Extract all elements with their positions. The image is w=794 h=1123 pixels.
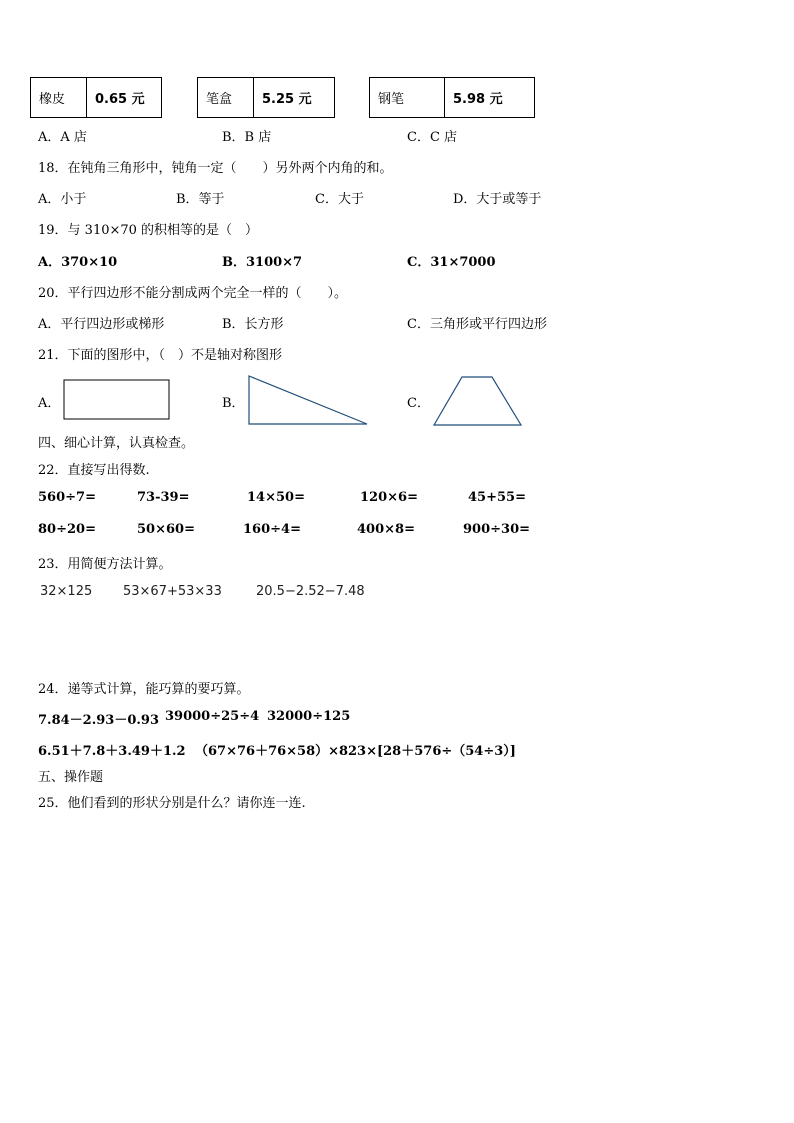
simplify-item: 32×125 [40, 584, 93, 599]
option-c: C．31×7000 [407, 255, 496, 270]
question-24: 24．递等式计算，能巧算的要巧算。 [38, 682, 250, 697]
option-a: A． [38, 396, 61, 411]
calc-item: 45+55= [468, 490, 526, 505]
calc-item: 120×6= [360, 490, 418, 505]
simplify-item: 20.5−2.52−7.48 [256, 584, 365, 599]
calc-item: 400×8= [357, 522, 415, 537]
question-23: 23．用简便方法计算。 [38, 557, 172, 572]
section-5-title: 五、操作题 [38, 770, 104, 785]
option-a: A．370×10 [38, 255, 118, 270]
calc-item: 14×50= [247, 490, 305, 505]
price-table-a [30, 77, 162, 118]
item-price: 5.25 元 [254, 78, 335, 118]
calc-item: 73-39= [137, 490, 190, 505]
item-price: 0.65 元 [87, 78, 162, 118]
option-d: D．大于或等于 [453, 192, 542, 207]
stepwise-item: 32000÷125 [267, 709, 351, 724]
price-table-c [369, 77, 535, 118]
stepwise-item: 6.51＋7.8＋3.49＋1.2 [38, 744, 186, 759]
option-b: B． [222, 396, 245, 411]
question-25: 25．他们看到的形状分别是什么？请你连一连. [38, 796, 306, 811]
shape-rectangle [62, 378, 172, 422]
question-20: 20．平行四边形不能分割成两个完全一样的（ ）。 [38, 286, 348, 301]
option-a: A．平行四边形或梯形 [38, 317, 165, 332]
calc-item: 900÷30= [463, 522, 531, 537]
option-b: B．B 店 [222, 130, 272, 145]
section-4-title: 四、细心计算，认真检查。 [38, 436, 195, 451]
option-c: C．C 店 [407, 130, 458, 145]
calc-item: 160÷4= [243, 522, 301, 537]
stepwise-item: 23×[28＋576÷（54÷3）] [348, 744, 516, 759]
item-name: 笔盒 [198, 78, 254, 118]
item-name: 钢笔 [370, 78, 445, 118]
shape-trapezoid [432, 375, 524, 427]
option-a: A．小于 [38, 192, 87, 207]
option-c: C．大于 [315, 192, 364, 207]
question-18: 18．在钝角三角形中，钝角一定（ ）另外两个内角的和。 [38, 161, 393, 176]
question-19: 19．与 310×70 的积相等的是（ ） [38, 223, 259, 238]
item-price: 5.98 元 [445, 78, 535, 118]
shape-right-triangle [247, 374, 371, 426]
option-c: C． [407, 396, 430, 411]
stepwise-item: 7.84－2.93－0.93 [38, 713, 159, 728]
option-b: B．等于 [176, 192, 225, 207]
simplify-item: 53×67+53×33 [123, 584, 222, 599]
option-b: B．长方形 [222, 317, 284, 332]
stepwise-item: （67×76＋76×58）×8 [195, 744, 349, 759]
stepwise-item: 39000÷25÷4 [165, 709, 260, 724]
option-b: B．3100×7 [222, 255, 303, 270]
calc-item: 560÷7= [38, 490, 96, 505]
price-table-b [197, 77, 335, 118]
question-22: 22．直接写出得数. [38, 463, 150, 478]
option-c: C．三角形或平行四边形 [407, 317, 547, 332]
calc-item: 80÷20= [38, 522, 96, 537]
option-a: A．A 店 [38, 130, 87, 145]
item-name: 橡皮 [31, 78, 87, 118]
calc-item: 50×60= [137, 522, 195, 537]
question-21: 21．下面的图形中，（ ）不是轴对称图形 [38, 348, 283, 363]
